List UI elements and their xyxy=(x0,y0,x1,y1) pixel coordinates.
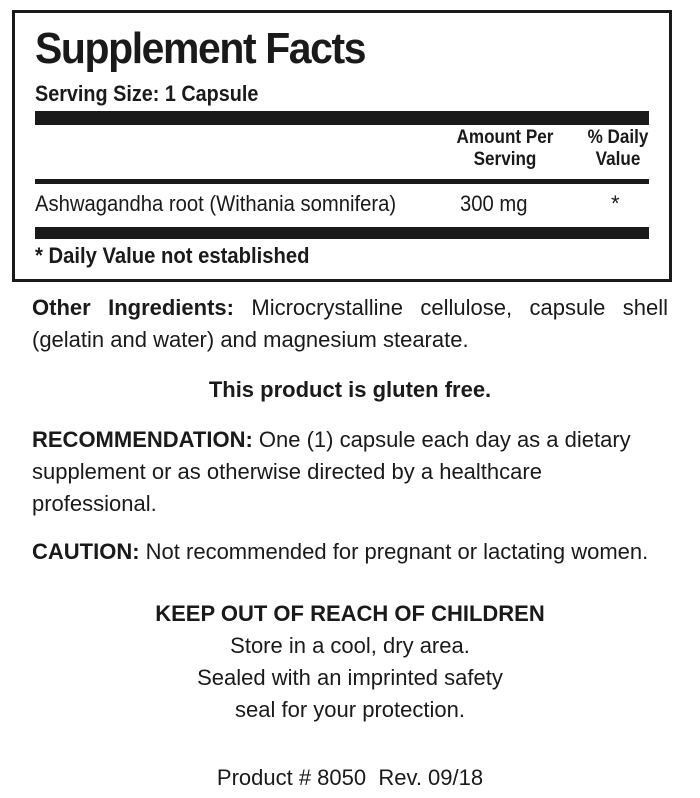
serving-size: Serving Size: 1 Capsule xyxy=(35,81,259,106)
column-header-dv-line2: Value xyxy=(595,149,641,170)
ingredient-daily-value: * xyxy=(611,191,620,216)
recommendation-text: One (1) capsule each day as a dietary supplement or as otherwise directed by a healthcare professional. xyxy=(32,427,631,516)
storage-line-1: Store in a cool, dry area. xyxy=(230,633,470,658)
product-number xyxy=(0,762,700,794)
caution-text: Not recommended for pregnant or lactating women. xyxy=(139,539,649,564)
storage-line-2: Sealed with an imprinted safety xyxy=(197,665,503,690)
recommendation xyxy=(32,424,652,520)
column-header-amount-line2: Serving xyxy=(473,149,537,170)
storage-line-3: seal for your protection. xyxy=(235,697,465,722)
column-header-dv-line1: % Daily xyxy=(587,127,649,148)
ingredient-amount: 300 mg xyxy=(460,191,528,216)
ingredient-name: Ashwagandha root (Withania somnifera) xyxy=(35,191,397,216)
divider-thick-bottom xyxy=(35,227,649,239)
product-number-text: Product # 8050 Rev. 09/18 xyxy=(216,765,484,790)
other-ingredients-text: Microcrystalline cellulose, capsule shell (gelatin and water) and magnesium stearate. xyxy=(32,295,668,352)
caution xyxy=(32,536,668,568)
column-header-amount xyxy=(451,127,559,171)
facts-title: Supplement Facts xyxy=(35,24,366,73)
keep-out-of-reach-heading: KEEP OUT OF REACH OF CHILDREN xyxy=(155,601,545,626)
caution-label: CAUTION: xyxy=(32,539,140,564)
recommendation-label: RECOMMENDATION: xyxy=(32,427,253,452)
storage-warning xyxy=(0,598,700,726)
column-header-amount-line1: Amount Per xyxy=(456,127,554,148)
divider-thin xyxy=(35,179,649,184)
other-ingredients xyxy=(32,292,668,356)
gluten-free-statement: This product is gluten free. xyxy=(208,377,492,402)
supplement-facts-panel xyxy=(12,10,672,282)
divider-thick-top xyxy=(35,111,649,125)
other-ingredients-label: Other Ingredients: xyxy=(32,295,234,320)
daily-value-footnote: * Daily Value not established xyxy=(35,243,310,268)
column-header-daily-value xyxy=(575,127,661,171)
